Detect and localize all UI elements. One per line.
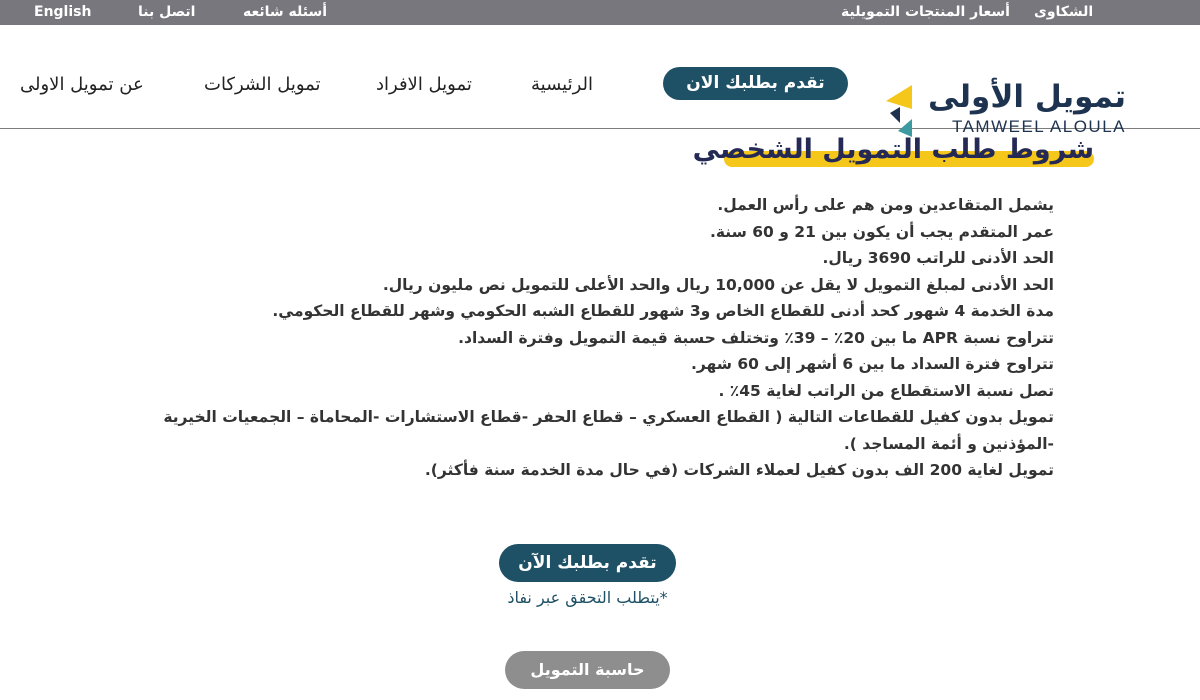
condition-item: تمويل بدون كفيل للقطاعات التالية ( القطاع العسكري – قطاع الحفر -قطاع الاستشارات -المحاماة – الجمعيات الخيرية -المؤذنين و أئمة المساجد ). [163, 408, 1054, 453]
product-prices-link[interactable]: أسعار المنتجات التمويلية [841, 4, 1010, 20]
brand-logo[interactable] [876, 81, 1126, 137]
nav-home[interactable]: الرئيسية [531, 74, 593, 95]
condition-item: تمويل لغاية 200 الف بدون كفيل لعملاء الشركات (في حال مدة الخدمة سنة فأكثر). [424, 461, 1054, 479]
contact-us-link[interactable]: اتصل بنا [138, 4, 196, 20]
condition-item: تتراوح نسبة APR ما بين 20٪ – 39٪ وتختلف حسبة قيمة التمويل وفترة السداد. [458, 328, 1054, 347]
conditions-list [134, 192, 1054, 484]
complaints-link[interactable]: الشكاوى [1034, 4, 1094, 20]
page-title: شروط طلب التمويل الشخصي [692, 134, 1094, 165]
apply-now-button[interactable]: تقدم بطلبك الآن [499, 544, 676, 582]
condition-item: الحد الأدنى لمبلغ التمويل لا يقل عن 10,000 ريال والحد الأعلى للتمويل نص مليون ريال. [382, 275, 1054, 294]
condition-item: تصل نسبة الاستقطاع من الراتب لغاية 45٪ . [718, 381, 1054, 400]
apply-now-header-button[interactable]: تقدم بطلبك الان [663, 67, 848, 100]
finance-calculator-button[interactable]: حاسبة التمويل [505, 651, 670, 689]
condition-item: يشمل المتقاعدين ومن هم على رأس العمل. [717, 196, 1054, 214]
top-bar [0, 0, 1200, 25]
condition-item: مدة الخدمة 4 شهور كحد أدنى للقطاع الخاص و3 شهور للقطاع الشبه الحكومي وشهر للقطاع الحكومي. [272, 302, 1054, 320]
nav-corporate-finance[interactable]: تمويل الشركات [204, 74, 321, 95]
logo-arabic-text: تمويل الأولى [928, 79, 1126, 115]
logo-mark-icon [884, 83, 914, 137]
logo-english-text: TAMWEEL ALOULA [951, 117, 1126, 136]
nav-individual-finance[interactable]: تمويل الافراد [376, 74, 472, 95]
section-title-wrap [693, 134, 1094, 174]
main-header [0, 25, 1200, 136]
faq-link[interactable]: أسئله شائعه [243, 4, 328, 20]
condition-item: عمر المتقدم يجب أن يكون بين 21 و 60 سنة. [710, 222, 1054, 241]
condition-item: تتراوح فترة السداد ما بين 6 أشهر إلى 60 شهر. [690, 355, 1054, 373]
language-english-link[interactable]: English [34, 4, 92, 20]
nafath-verification-note: *يتطلب التحقق عبر نفاذ [507, 588, 668, 607]
condition-item: الحد الأدنى للراتب 3690 ريال. [822, 249, 1054, 267]
nav-about[interactable]: عن تمويل الاولى [20, 74, 144, 95]
